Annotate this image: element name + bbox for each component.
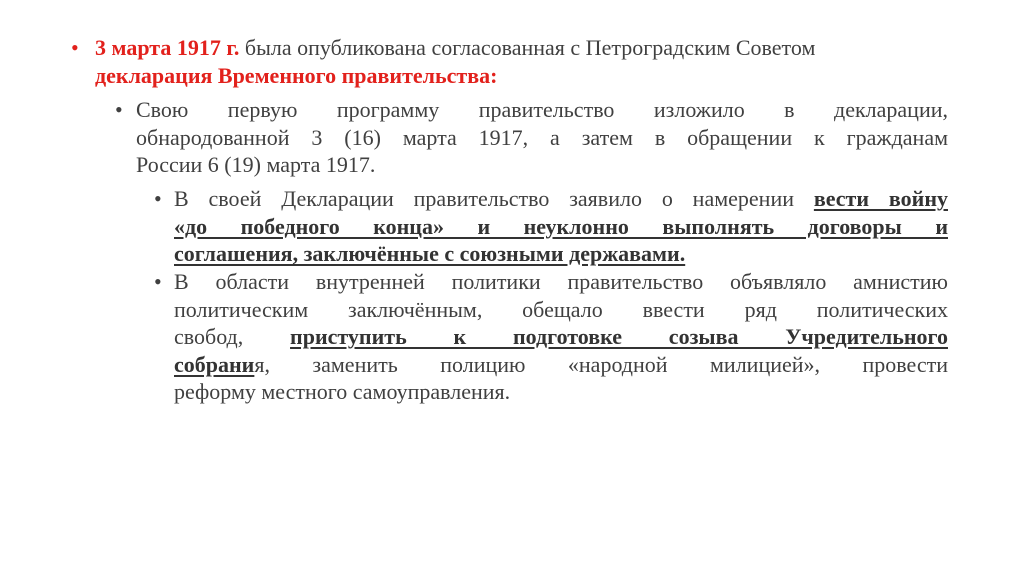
item2-line3: России 6 (19) марта 1917. bbox=[136, 152, 376, 177]
date-highlight: 3 марта 1917 г. bbox=[95, 35, 240, 60]
item2-line2: обнародованной 3 (16) марта 1917, а затем в обращении к гражданам bbox=[136, 124, 948, 150]
item3-text: В своей Декларации правительство заявило о намерении bbox=[174, 186, 814, 211]
bullet-marker: • bbox=[154, 186, 162, 211]
underlined-assembly-end: собрани bbox=[174, 351, 255, 377]
sub-item-program bbox=[115, 96, 948, 179]
declaration-title: декларация Временного правительства: bbox=[95, 62, 498, 88]
item4-text: свобод, bbox=[174, 324, 291, 349]
underlined-war-phrase: вести войну bbox=[813, 186, 948, 211]
underlined-assembly-phrase: приступить к подготовке созыва Учредительного bbox=[290, 324, 948, 349]
item4-line4 bbox=[174, 351, 948, 379]
item4-text-cont: я, заменить полицию «народной милицией», провести bbox=[254, 351, 948, 377]
item3-line2: «до победного конца» и неуклонно выполнять договоры и bbox=[174, 213, 948, 239]
bullet-item-declaration bbox=[71, 34, 975, 89]
item2-line1: Свою первую программу правительство изложило в декларации, bbox=[136, 97, 948, 122]
item3-line1 bbox=[174, 185, 948, 213]
item1-text: была опубликована согласованная с Петроградским Советом bbox=[239, 35, 816, 60]
item3-line3: соглашения, заключённые с союзными державами. bbox=[174, 241, 686, 266]
sub-sub-item-war bbox=[154, 185, 948, 268]
sub-sub-item-domestic bbox=[154, 268, 948, 406]
item4-line1: В области внутренней политики правительство объявляло амнистию bbox=[174, 269, 948, 294]
bullet-marker: • bbox=[115, 97, 123, 122]
item1-line1 bbox=[95, 34, 975, 62]
bullet-marker: • bbox=[71, 35, 79, 60]
item4-line2: политическим заключённым, обещало ввести ряд политических bbox=[174, 296, 948, 322]
item4-line5: реформу местного самоуправления. bbox=[174, 379, 511, 404]
bullet-marker: • bbox=[154, 269, 162, 294]
item4-line3 bbox=[174, 323, 948, 351]
